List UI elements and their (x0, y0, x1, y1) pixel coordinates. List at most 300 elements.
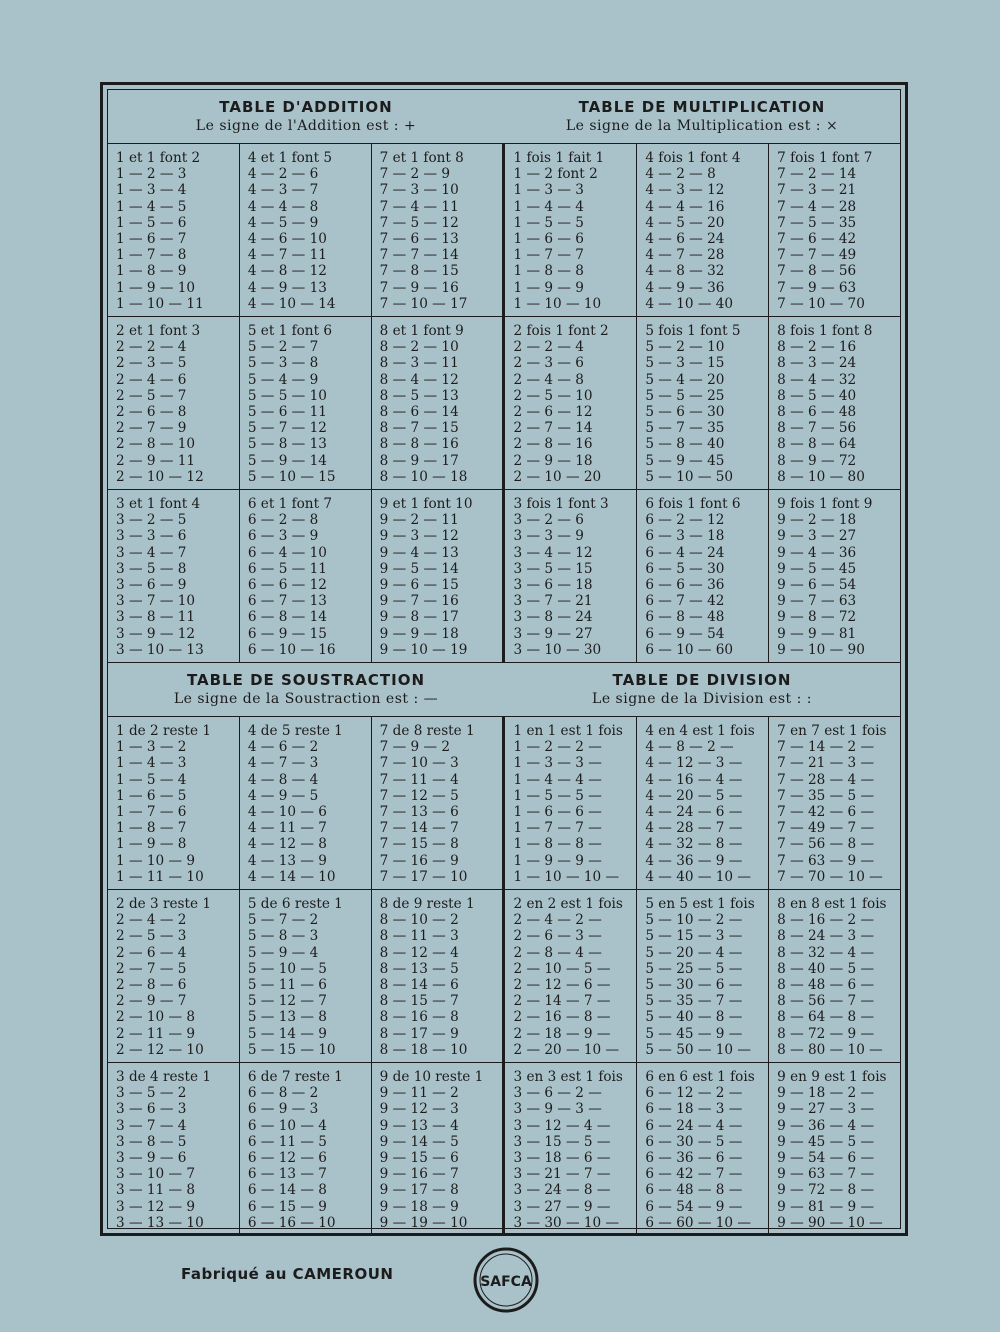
table-line: 4 — 8 — 4 (247, 771, 319, 788)
soustraction-header (108, 663, 504, 716)
table-line: 2 et 1 font 3 (116, 323, 201, 339)
table-line: 8 — 6 — 14 (379, 404, 459, 421)
table-line: 5 — 40 — 8 — (645, 1009, 743, 1026)
table-line: 9 — 10 — 90 (777, 641, 865, 658)
table-line: 5 — 8 — 3 (247, 928, 319, 945)
table-line: 2 en 2 est 1 fois (513, 896, 623, 912)
table-line: 2 — 18 — 9 — (513, 1025, 611, 1042)
table-line: 5 — 50 — 10 — (645, 1041, 751, 1058)
table-line: 6 — 7 — 42 (645, 593, 725, 610)
table-line: 8 — 9 — 17 (379, 452, 459, 469)
table-line: 5 — 14 — 9 (247, 1025, 327, 1042)
table-line: 1 fois 1 fait 1 (513, 150, 605, 166)
table-line: 6 — 8 — 2 (247, 1085, 319, 1102)
table-line: 7 — 13 — 6 (379, 804, 459, 821)
table-line: 9 — 72 — 8 — (777, 1182, 875, 1199)
table-line: 8 — 10 — 80 (777, 468, 865, 485)
table-line: 8 — 15 — 7 (379, 993, 459, 1010)
table-line: 2 — 5 — 3 (116, 928, 187, 945)
table-line: 9 — 27 — 3 — (777, 1101, 875, 1118)
table-block (505, 490, 637, 662)
table-line: 9 — 17 — 8 (379, 1182, 459, 1199)
table-line: 4 — 3 — 7 (247, 182, 319, 199)
table-line: 5 — 6 — 11 (247, 404, 327, 421)
table-line: 5 en 5 est 1 fois (645, 896, 755, 912)
table-line: 3 — 27 — 9 — (513, 1198, 611, 1215)
table-line: 3 — 5 — 15 (513, 560, 593, 577)
table-line: 2 — 6 — 4 (116, 944, 187, 961)
table-line: 8 — 14 — 6 (379, 977, 459, 994)
addition-title: TABLE D'ADDITION (219, 98, 393, 116)
table-row (108, 490, 900, 663)
table-block (108, 890, 240, 1062)
table-line: 8 — 3 — 24 (777, 355, 857, 372)
table-line: 9 — 12 — 3 (379, 1101, 459, 1118)
table-line: 2 — 9 — 11 (116, 452, 196, 469)
table-line: 3 — 21 — 7 — (513, 1166, 611, 1183)
table-line: 7 — 14 — 7 (379, 820, 459, 837)
table-line: 7 — 4 — 11 (379, 198, 459, 215)
table-line: 6 en 6 est 1 fois (645, 1069, 755, 1085)
table-line: 9 — 16 — 7 (379, 1166, 459, 1183)
table-line: 6 — 9 — 54 (645, 625, 725, 642)
table-line: 1 — 7 — 7 — (513, 820, 602, 837)
table-line: 8 en 8 est 1 fois (777, 896, 887, 912)
table-line: 5 — 5 — 10 (247, 387, 327, 404)
table-line: 2 — 9 — 18 (513, 452, 593, 469)
table-line: 6 — 10 — 4 (247, 1117, 327, 1134)
table-line: 3 — 11 — 8 (116, 1182, 196, 1199)
table-line: 3 — 2 — 6 (513, 512, 584, 529)
table-line: 1 — 5 — 5 (513, 214, 584, 231)
table-line: 9 — 19 — 10 (379, 1214, 468, 1231)
table-block (240, 1063, 372, 1236)
table-line: 6 — 10 — 16 (247, 641, 336, 658)
table-line: 5 — 45 — 9 — (645, 1025, 743, 1042)
table-line: 9 — 3 — 27 (777, 528, 857, 545)
table-line: 1 et 1 font 2 (116, 150, 201, 166)
table-line: 9 — 18 — 2 — (777, 1085, 875, 1102)
table-line: 6 — 10 — 60 (645, 641, 734, 658)
table-line: 3 et 1 font 4 (116, 496, 201, 512)
table-line: 1 — 9 — 8 (116, 836, 187, 853)
header-sub-div (108, 663, 900, 717)
table-line: 7 — 15 — 8 (379, 836, 459, 853)
table-line: 7 — 10 — 17 (379, 295, 468, 312)
table-line: 7 — 2 — 9 (379, 166, 451, 183)
table-block (108, 317, 240, 489)
table-line: 5 — 10 — 2 — (645, 912, 743, 929)
table-line: 6 — 54 — 9 — (645, 1198, 743, 1215)
table-line: 1 — 10 — 9 (116, 852, 196, 869)
table-line: 7 — 5 — 35 (777, 214, 857, 231)
tables-frame (100, 82, 908, 1236)
table-line: 6 — 5 — 30 (645, 560, 725, 577)
table-line: 8 — 5 — 40 (777, 387, 857, 404)
table-line: 5 et 1 font 6 (247, 323, 332, 339)
table-line: 6 — 2 — 12 (645, 512, 725, 529)
table-line: 9 — 9 — 81 (777, 625, 857, 642)
table-line: 8 et 1 font 9 (379, 323, 464, 339)
table-line: 7 — 35 — 5 — (777, 787, 875, 804)
multiplication-subtitle: Le signe de la Multiplication est : × (565, 118, 839, 134)
table-block (372, 144, 506, 316)
table-block (240, 144, 372, 316)
table-line: 4 — 6 — 10 (247, 231, 327, 248)
table-line: 5 — 10 — 50 (645, 468, 734, 485)
table-block (505, 717, 637, 889)
table-line: 1 — 10 — 11 (116, 295, 204, 312)
table-block (372, 890, 506, 1062)
table-line: 7 — 9 — 16 (379, 279, 459, 296)
table-line: 2 — 8 — 4 — (513, 944, 602, 961)
table-line: 2 — 7 — 9 (116, 420, 187, 437)
table-line: 2 — 8 — 16 (513, 436, 593, 453)
table-line: 4 en 4 est 1 fois (645, 723, 755, 739)
table-line: 6 — 11 — 5 (247, 1133, 327, 1150)
table-line: 7 — 70 — 10 — (777, 868, 883, 885)
table-line: 7 — 49 — 7 — (777, 820, 875, 837)
table-line: 4 — 6 — 24 (645, 231, 725, 248)
table-line: 7 — 28 — 4 — (777, 771, 875, 788)
table-line: 5 — 10 — 5 (247, 960, 327, 977)
table-line: 7 — 12 — 5 (379, 787, 459, 804)
table-line: 9 — 13 — 4 (379, 1117, 459, 1134)
table-line: 8 — 7 — 56 (777, 420, 857, 437)
table-line: 1 — 8 — 8 — (513, 836, 602, 853)
table-line: 1 de 2 reste 1 (116, 723, 212, 739)
table-line: 5 — 2 — 7 (247, 339, 319, 356)
table-line: 3 — 3 — 9 (513, 528, 584, 545)
table-line: 3 — 12 — 4 — (513, 1117, 611, 1134)
table-line: 7 — 42 — 6 — (777, 804, 875, 821)
table-line: 7 — 6 — 13 (379, 231, 459, 248)
table-line: 6 — 13 — 7 (247, 1166, 327, 1183)
table-line: 1 — 3 — 3 — (513, 755, 602, 772)
table-line: 9 — 7 — 16 (379, 593, 459, 610)
table-line: 6 — 3 — 9 (247, 528, 319, 545)
table-line: 1 — 2 — 3 (116, 166, 187, 183)
table-line: 9 — 11 — 2 (379, 1085, 459, 1102)
table-line: 6 — 30 — 5 — (645, 1133, 743, 1150)
table-line: 7 — 63 — 9 — (777, 852, 875, 869)
table-line: 8 — 16 — 8 (379, 1009, 459, 1026)
table-line: 1 — 4 — 3 (116, 755, 187, 772)
table-line: 5 — 7 — 35 (645, 420, 725, 437)
table-line: 8 — 6 — 48 (777, 404, 857, 421)
table-line: 2 — 6 — 3 — (513, 928, 602, 945)
table-line: 9 — 5 — 45 (777, 560, 857, 577)
table-line: 2 — 10 — 5 — (513, 960, 611, 977)
table-line: 1 — 10 — 10 — (513, 868, 620, 885)
table-line: 2 — 20 — 10 — (513, 1041, 620, 1058)
table-line: 9 — 45 — 5 — (777, 1133, 875, 1150)
table-line: 1 — 11 — 10 (116, 868, 204, 885)
table-line: 9 — 63 — 7 — (777, 1166, 875, 1183)
table-line: 9 — 7 — 63 (777, 593, 857, 610)
table-line: 2 fois 1 font 2 (513, 323, 609, 339)
table-line: 8 — 3 — 11 (379, 355, 459, 372)
table-line: 1 — 9 — 9 (513, 279, 584, 296)
table-block (769, 890, 900, 1062)
table-line: 5 — 12 — 7 (247, 993, 327, 1010)
table-line: 4 — 7 — 3 (247, 755, 319, 772)
table-line: 2 — 4 — 6 (116, 371, 187, 388)
table-line: 1 — 6 — 5 (116, 787, 187, 804)
table-line: 6 — 8 — 14 (247, 609, 327, 626)
table-line: 7 — 56 — 8 — (777, 836, 875, 853)
table-line: 3 — 4 — 12 (513, 544, 593, 561)
table-line: 3 — 9 — 27 (513, 625, 593, 642)
table-line: 6 — 4 — 24 (645, 544, 725, 561)
table-block (240, 317, 372, 489)
table-line: 8 — 13 — 5 (379, 960, 459, 977)
table-line: 1 — 3 — 3 (513, 182, 584, 199)
table-line: 1 — 9 — 10 (116, 279, 196, 296)
table-line: 6 — 12 — 2 — (645, 1085, 743, 1102)
table-line: 3 — 9 — 6 (116, 1150, 187, 1167)
table-line: 4 — 12 — 8 (247, 836, 327, 853)
table-line: 4 — 20 — 5 — (645, 787, 743, 804)
table-line: 9 — 54 — 6 — (777, 1150, 875, 1167)
table-line: 4 — 3 — 12 (645, 182, 725, 199)
table-line: 5 — 7 — 2 (247, 912, 319, 929)
table-line: 2 — 12 — 10 (116, 1041, 204, 1058)
table-line: 4 — 24 — 6 — (645, 804, 743, 821)
table-line: 7 — 7 — 14 (379, 247, 459, 264)
table-line: 5 — 30 — 6 — (645, 977, 743, 994)
table-line: 4 — 2 — 6 (247, 166, 319, 183)
table-line: 2 — 4 — 2 (116, 912, 187, 929)
table-block (240, 490, 372, 662)
table-line: 6 — 9 — 15 (247, 625, 327, 642)
table-line: 9 — 6 — 15 (379, 577, 459, 594)
table-line: 9 — 8 — 72 (777, 609, 857, 626)
table-line: 2 — 3 — 5 (116, 355, 187, 372)
table-line: 3 — 13 — 10 (116, 1214, 204, 1231)
table-line: 4 — 36 — 9 — (645, 852, 743, 869)
table-line: 3 — 18 — 6 — (513, 1150, 611, 1167)
table-line: 3 — 8 — 5 (116, 1133, 187, 1150)
table-line: 4 — 7 — 11 (247, 247, 327, 264)
table-line: 3 — 9 — 3 — (513, 1101, 602, 1118)
table-line: 8 — 11 — 3 (379, 928, 459, 945)
table-line: 5 — 20 — 4 — (645, 944, 743, 961)
table-block (769, 317, 900, 489)
table-line: 8 — 10 — 18 (379, 468, 468, 485)
table-line: 6 — 16 — 10 (247, 1214, 336, 1231)
table-line: 8 — 80 — 10 — (777, 1041, 883, 1058)
table-line: 7 — 3 — 21 (777, 182, 857, 199)
table-line: 1 — 5 — 5 — (513, 787, 602, 804)
table-line: 6 — 8 — 48 (645, 609, 725, 626)
table-line: 7 — 17 — 10 (379, 868, 468, 885)
table-row (108, 317, 900, 490)
multiplication-header (504, 90, 900, 143)
table-line: 9 fois 1 font 9 (777, 496, 873, 512)
table-block (637, 1063, 769, 1236)
table-line: 8 — 2 — 16 (777, 339, 857, 356)
table-line: 2 — 8 — 6 (116, 977, 187, 994)
table-line: 1 — 4 — 5 (116, 198, 187, 215)
table-line: 3 — 8 — 11 (116, 609, 196, 626)
table-line: 3 — 4 — 7 (116, 544, 187, 561)
table-line: 6 — 9 — 3 (247, 1101, 319, 1118)
table-line: 9 de 10 reste 1 (379, 1069, 484, 1085)
table-line: 1 — 4 — 4 (513, 198, 584, 215)
table-line: 3 — 7 — 21 (513, 593, 593, 610)
table-line: 5 — 7 — 12 (247, 420, 327, 437)
table-line: 9 — 81 — 9 — (777, 1198, 875, 1215)
table-line: 6 — 36 — 6 — (645, 1150, 743, 1167)
table-line: 1 — 7 — 7 (513, 247, 584, 264)
table-line: 3 — 30 — 10 — (513, 1214, 620, 1231)
table-line: 1 — 6 — 7 (116, 231, 187, 248)
table-line: 5 — 8 — 40 (645, 436, 725, 453)
table-line: 7 et 1 font 8 (379, 150, 464, 166)
table-block (108, 1063, 240, 1236)
division-header (504, 663, 900, 716)
table-line: 5 — 13 — 8 (247, 1009, 327, 1026)
table-line: 1 — 7 — 6 (116, 804, 187, 821)
table-line: 2 — 4 — 2 — (513, 912, 602, 929)
table-line: 2 — 5 — 10 (513, 387, 593, 404)
table-line: 2 — 8 — 10 (116, 436, 196, 453)
table-line: 8 — 72 — 9 — (777, 1025, 875, 1042)
table-line: 8 — 17 — 9 (379, 1025, 459, 1042)
table-line: 7 — 10 — 3 (379, 755, 459, 772)
table-line: 7 — 16 — 9 (379, 852, 459, 869)
table-block (108, 717, 240, 889)
multiplication-title: TABLE DE MULTIPLICATION (578, 98, 826, 116)
table-line: 4 — 8 — 2 — (645, 739, 734, 756)
table-line: 5 — 9 — 4 (247, 944, 319, 961)
addition-header (108, 90, 504, 143)
table-line: 4 — 5 — 20 (645, 214, 725, 231)
table-line: 6 — 60 — 10 — (645, 1214, 751, 1231)
footer-made-in: Fabriqué au CAMEROUN (181, 1265, 394, 1283)
table-line: 4 — 32 — 8 — (645, 836, 743, 853)
table-line: 9 — 18 — 9 (379, 1198, 459, 1215)
table-line: 2 — 12 — 6 — (513, 977, 611, 994)
table-line: 1 — 5 — 4 (116, 771, 187, 788)
table-line: 3 — 9 — 12 (116, 625, 196, 642)
table-line: 6 — 6 — 36 (645, 577, 725, 594)
table-line: 1 — 2 font 2 (513, 166, 598, 183)
table-line: 3 — 5 — 8 (116, 560, 187, 577)
table-line: 6 — 18 — 3 — (645, 1101, 743, 1118)
table-block (769, 490, 900, 662)
table-line: 6 et 1 font 7 (247, 496, 332, 512)
table-block (769, 144, 900, 316)
table-line: 4 — 10 — 6 (247, 804, 327, 821)
table-line: 7 — 7 — 49 (777, 247, 857, 264)
table-line: 1 — 4 — 4 — (513, 771, 602, 788)
table-row (108, 144, 900, 317)
table-line: 8 — 7 — 15 (379, 420, 459, 437)
table-line: 3 fois 1 font 3 (513, 496, 609, 512)
table-line: 5 — 6 — 30 (645, 404, 725, 421)
table-line: 9 — 14 — 5 (379, 1133, 459, 1150)
table-line: 2 de 3 reste 1 (116, 896, 212, 912)
table-line: 9 et 1 font 10 (379, 496, 473, 512)
table-line: 1 — 3 — 4 (116, 182, 187, 199)
table-line: 6 — 4 — 10 (247, 544, 327, 561)
table-line: 4 — 10 — 14 (247, 295, 336, 312)
table-block (637, 317, 769, 489)
table-row (108, 890, 900, 1063)
table-line: 6 — 3 — 18 (645, 528, 725, 545)
table-block (240, 717, 372, 889)
table-line: 7 en 7 est 1 fois (777, 723, 887, 739)
table-line: 4 — 12 — 3 — (645, 755, 743, 772)
table-line: 3 — 7 — 4 (116, 1117, 187, 1134)
table-line: 5 de 6 reste 1 (247, 896, 343, 912)
table-line: 8 — 24 — 3 — (777, 928, 875, 945)
safca-logo-text: SAFCA (480, 1274, 532, 1290)
table-line: 5 — 10 — 15 (247, 468, 336, 485)
table-line: 5 — 2 — 10 (645, 339, 725, 356)
table-line: 9 — 10 — 19 (379, 641, 468, 658)
table-line: 2 — 7 — 14 (513, 420, 593, 437)
table-line: 2 — 9 — 7 (116, 993, 187, 1010)
table-line: 5 — 3 — 15 (645, 355, 725, 372)
table-block (240, 890, 372, 1062)
table-line: 6 — 12 — 6 (247, 1150, 327, 1167)
table-line: 4 — 14 — 10 (247, 868, 336, 885)
table-line: 3 — 10 — 7 (116, 1166, 196, 1183)
table-line: 2 — 6 — 12 (513, 404, 593, 421)
table-line: 8 de 9 reste 1 (379, 896, 475, 912)
table-line: 3 en 3 est 1 fois (513, 1069, 623, 1085)
division-title: TABLE DE DIVISION (612, 671, 792, 689)
table-line: 4 — 28 — 7 — (645, 820, 743, 837)
table-line: 7 — 5 — 12 (379, 214, 459, 231)
table-line: 7 de 8 reste 1 (379, 723, 475, 739)
table-line: 2 — 16 — 8 — (513, 1009, 611, 1026)
tables-inner-frame (107, 89, 901, 1229)
table-line: 7 — 21 — 3 — (777, 755, 875, 772)
table-line: 4 — 4 — 8 (247, 198, 319, 215)
table-line: 4 — 16 — 4 — (645, 771, 743, 788)
table-line: 3 — 6 — 9 (116, 577, 187, 594)
table-line: 4 — 5 — 9 (247, 214, 319, 231)
table-line: 5 — 15 — 3 — (645, 928, 743, 945)
table-line: 2 — 3 — 6 (513, 355, 584, 372)
table-line: 8 — 4 — 12 (379, 371, 459, 388)
table-line: 5 — 15 — 10 (247, 1041, 336, 1058)
table-line: 8 — 2 — 10 (379, 339, 459, 356)
table-line: 4 — 2 — 8 (645, 166, 716, 183)
table-block (637, 490, 769, 662)
table-line: 7 — 9 — 63 (777, 279, 857, 296)
table-line: 4 — 8 — 12 (247, 263, 327, 280)
table-line: 7 — 6 — 42 (777, 231, 857, 248)
table-line: 3 — 12 — 9 (116, 1198, 196, 1215)
table-line: 5 — 9 — 45 (645, 452, 725, 469)
table-line: 8 — 8 — 64 (777, 436, 857, 453)
table-line: 9 en 9 est 1 fois (777, 1069, 887, 1085)
table-line: 9 — 9 — 18 (379, 625, 459, 642)
table-line: 2 — 7 — 5 (116, 960, 187, 977)
table-line: 1 — 8 — 9 (116, 263, 187, 280)
table-line: 2 — 11 — 9 (116, 1025, 196, 1042)
table-line: 4 — 4 — 16 (645, 198, 725, 215)
table-line: 6 — 42 — 7 — (645, 1166, 743, 1183)
table-line: 5 — 35 — 7 — (645, 993, 743, 1010)
table-line: 4 — 10 — 40 (645, 295, 734, 312)
table-line: 3 — 8 — 24 (513, 609, 593, 626)
